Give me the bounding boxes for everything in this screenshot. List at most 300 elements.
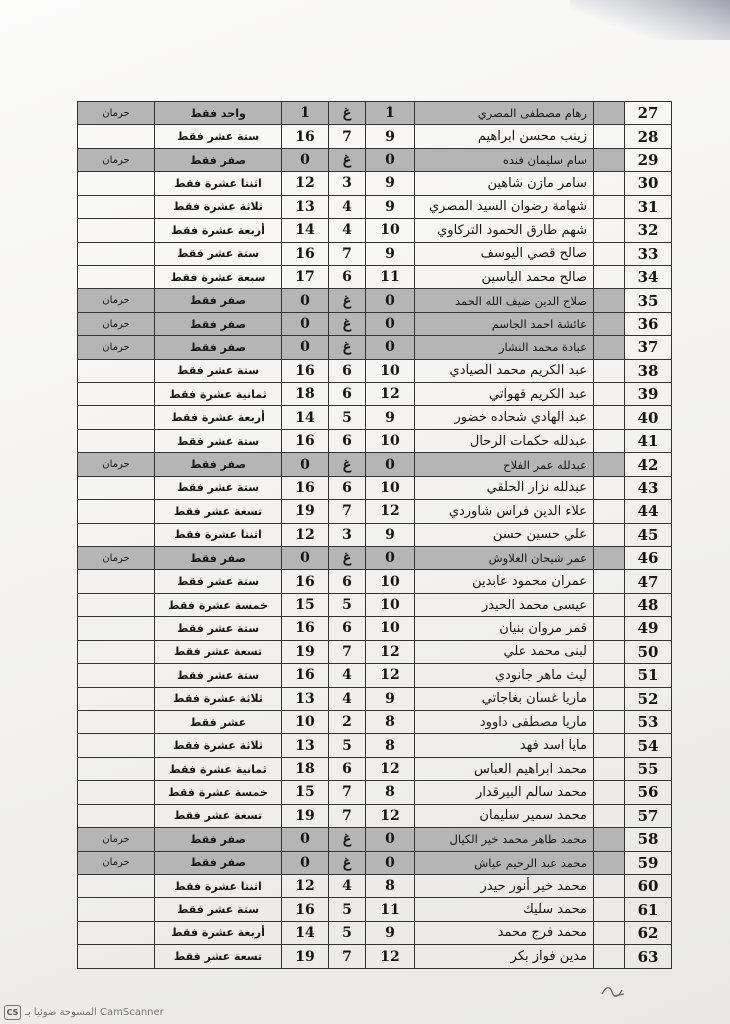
table-row [78,359,672,382]
blank-cell [594,429,625,452]
score-2: 7 [329,945,366,969]
total-score: 1 [282,102,329,125]
score-1: 11 [366,898,415,921]
table-row [78,476,672,499]
score-1: 10 [366,570,415,593]
student-name: محمد خير أنور حيدر [415,874,594,897]
total-in-words: أربعة عشرة فقط [155,921,282,944]
row-number: 29 [625,148,672,171]
student-name: علاء الدين فراس شاوردي [415,500,594,523]
score-2: غ [329,148,366,171]
student-name: عائشة احمد الجاسم [415,312,594,335]
row-number: 30 [625,172,672,195]
student-name: رهام مصطفى المصري [415,102,594,125]
score-1: 12 [366,757,415,780]
total-in-words: ستة عشر فقط [155,617,282,640]
score-1: 8 [366,781,415,804]
row-number: 36 [625,312,672,335]
table-row [78,289,672,312]
row-number: 61 [625,898,672,921]
remark [78,921,155,944]
student-name: سام سليمان فنده [415,148,594,171]
total-score: 0 [282,547,329,570]
table-row [78,781,672,804]
score-1: 9 [366,172,415,195]
blank-cell [594,640,625,663]
row-number: 62 [625,921,672,944]
row-number: 37 [625,336,672,359]
total-score: 0 [282,289,329,312]
total-in-words: خمسة عشرة فقط [155,781,282,804]
total-in-words: صفر فقط [155,148,282,171]
total-in-words: أربعة عشرة فقط [155,406,282,429]
row-number: 44 [625,500,672,523]
total-score: 16 [282,242,329,265]
table-row [78,757,672,780]
student-name: عبد الكريم قهواتي [415,383,594,406]
total-score: 18 [282,383,329,406]
blank-cell [594,500,625,523]
blank-cell [594,804,625,827]
total-score: 0 [282,148,329,171]
score-1: 0 [366,851,415,874]
blank-cell [594,336,625,359]
blank-cell [594,664,625,687]
row-number: 50 [625,640,672,663]
remark [78,687,155,710]
score-1: 12 [366,640,415,663]
score-1: 9 [366,921,415,944]
total-in-words: صفر فقط [155,289,282,312]
row-number: 34 [625,265,672,288]
table-row [78,874,672,897]
student-name: شهم طارق الحمود التركاوي [415,219,594,242]
table-row [78,687,672,710]
score-2: 6 [329,570,366,593]
student-name: محمد ابراهيم العباس [415,757,594,780]
total-in-words: اثنتا عشرة فقط [155,172,282,195]
table-row [78,336,672,359]
table-row [78,453,672,476]
row-number: 27 [625,102,672,125]
score-2: 5 [329,593,366,616]
blank-cell [594,359,625,382]
score-1: 12 [366,500,415,523]
remark: حرمان [78,851,155,874]
score-2: 4 [329,664,366,687]
score-1: 10 [366,219,415,242]
row-number: 35 [625,289,672,312]
total-score: 16 [282,125,329,148]
blank-cell [594,219,625,242]
score-1: 11 [366,265,415,288]
total-score: 18 [282,757,329,780]
remark [78,172,155,195]
score-1: 9 [366,523,415,546]
table-row [78,500,672,523]
table-row [78,312,672,335]
blank-cell [594,195,625,218]
total-in-words: تسعة عشر فقط [155,945,282,969]
total-in-words: اثنتا عشرة فقط [155,523,282,546]
total-score: 0 [282,828,329,851]
score-2: 4 [329,874,366,897]
total-in-words: ستة عشر فقط [155,242,282,265]
student-name: لبنى محمد علي [415,640,594,663]
student-name: زينب محسن ابراهيم [415,125,594,148]
blank-cell [594,757,625,780]
score-2: 4 [329,195,366,218]
score-1: 8 [366,710,415,733]
table-row [78,102,672,125]
total-score: 15 [282,593,329,616]
total-score: 13 [282,687,329,710]
total-in-words: ثمانية عشرة فقط [155,757,282,780]
total-score: 14 [282,921,329,944]
table-row [78,898,672,921]
student-name: عيسى محمد الحيدر [415,593,594,616]
remark: حرمان [78,453,155,476]
total-in-words: تسعة عشر فقط [155,500,282,523]
blank-cell [594,874,625,897]
remark [78,804,155,827]
row-number: 54 [625,734,672,757]
remark [78,195,155,218]
score-2: 6 [329,359,366,382]
total-in-words: ثمانية عشرة فقط [155,383,282,406]
student-name: مايا اسد فهد [415,734,594,757]
student-name: عبادة محمد النشار [415,336,594,359]
table-row [78,710,672,733]
score-2: 6 [329,383,366,406]
total-in-words: صفر فقط [155,851,282,874]
remark [78,523,155,546]
table-row [78,640,672,663]
score-1: 12 [366,383,415,406]
total-in-words: خمسة عشرة فقط [155,593,282,616]
score-2: 7 [329,804,366,827]
score-2: 5 [329,898,366,921]
score-2: 4 [329,219,366,242]
remark: حرمان [78,312,155,335]
row-number: 40 [625,406,672,429]
total-in-words: ثلاثة عشرة فقط [155,195,282,218]
total-score: 16 [282,898,329,921]
total-in-words: اثنتا عشرة فقط [155,874,282,897]
row-number: 47 [625,570,672,593]
score-1: 10 [366,359,415,382]
total-score: 0 [282,312,329,335]
total-in-words: أربعة عشرة فقط [155,219,282,242]
remark: حرمان [78,102,155,125]
blank-cell [594,289,625,312]
table-row [78,219,672,242]
blank-cell [594,921,625,944]
blank-cell [594,781,625,804]
score-1: 0 [366,828,415,851]
remark [78,125,155,148]
table-row [78,570,672,593]
blank-cell [594,593,625,616]
score-2: 6 [329,617,366,640]
score-1: 0 [366,336,415,359]
table-row [78,406,672,429]
total-score: 15 [282,781,329,804]
score-2: غ [329,289,366,312]
total-in-words: ستة عشر فقط [155,429,282,452]
total-in-words: ثلاثة عشرة فقط [155,687,282,710]
total-in-words: عشر فقط [155,710,282,733]
total-score: 12 [282,523,329,546]
remark [78,664,155,687]
student-name: عمران محمود عابدين [415,570,594,593]
row-number: 43 [625,476,672,499]
blank-cell [594,406,625,429]
blank-cell [594,242,625,265]
total-in-words: واحد فقط [155,102,282,125]
score-1: 9 [366,195,415,218]
student-name: علي حسين حسن [415,523,594,546]
score-1: 10 [366,617,415,640]
remark [78,710,155,733]
table-row [78,429,672,452]
blank-cell [594,851,625,874]
score-2: 7 [329,781,366,804]
student-name: صلاح الدين ضيف الله الحمد [415,289,594,312]
remark [78,898,155,921]
remark: حرمان [78,148,155,171]
row-number: 63 [625,945,672,969]
score-1: 0 [366,148,415,171]
camscanner-logo-icon: CS [4,1005,21,1020]
score-1: 9 [366,687,415,710]
remark: حرمان [78,289,155,312]
student-name: محمد طاهر محمد خير الكيال [415,828,594,851]
student-name: عبدلله حكمات الرحال [415,429,594,452]
total-score: 14 [282,219,329,242]
blank-cell [594,710,625,733]
blank-cell [594,945,625,969]
blank-cell [594,570,625,593]
total-score: 19 [282,945,329,969]
total-score: 14 [282,406,329,429]
table-row [78,617,672,640]
remark [78,383,155,406]
score-1: 9 [366,406,415,429]
score-2: 7 [329,242,366,265]
table-row [78,125,672,148]
remark [78,874,155,897]
total-score: 0 [282,851,329,874]
table-row [78,828,672,851]
total-score: 16 [282,617,329,640]
remark: حرمان [78,828,155,851]
table-row [78,945,672,969]
score-1: 8 [366,874,415,897]
blank-cell [594,828,625,851]
row-number: 49 [625,617,672,640]
total-score: 16 [282,429,329,452]
row-number: 38 [625,359,672,382]
remark [78,640,155,663]
total-in-words: صفر فقط [155,453,282,476]
score-2: غ [329,453,366,476]
remark [78,476,155,499]
row-number: 52 [625,687,672,710]
student-name: عمر شيحان العلاوش [415,547,594,570]
table-row [78,851,672,874]
score-2: 5 [329,921,366,944]
row-number: 46 [625,547,672,570]
row-number: 28 [625,125,672,148]
score-2: 4 [329,687,366,710]
student-name: محمد سمير سليمان [415,804,594,827]
row-number: 57 [625,804,672,827]
blank-cell [594,172,625,195]
total-score: 13 [282,195,329,218]
total-score: 12 [282,172,329,195]
student-name: محمد سالم البيرقدار [415,781,594,804]
score-2: 3 [329,523,366,546]
score-1: 0 [366,453,415,476]
score-1: 0 [366,547,415,570]
student-name: صالح محمد الياسين [415,265,594,288]
total-in-words: ستة عشر فقط [155,476,282,499]
score-2: غ [329,336,366,359]
student-name: عبدلله نزار الحلقي [415,476,594,499]
total-in-words: صفر فقط [155,547,282,570]
total-in-words: صفر فقط [155,828,282,851]
total-score: 19 [282,804,329,827]
total-score: 12 [282,874,329,897]
score-1: 12 [366,804,415,827]
total-score: 0 [282,336,329,359]
score-1: 1 [366,102,415,125]
remark [78,757,155,780]
remark [78,570,155,593]
blank-cell [594,265,625,288]
total-score: 16 [282,476,329,499]
score-2: غ [329,547,366,570]
score-2: غ [329,312,366,335]
row-number: 39 [625,383,672,406]
row-number: 48 [625,593,672,616]
score-2: 7 [329,125,366,148]
total-score: 16 [282,664,329,687]
score-2: 5 [329,406,366,429]
row-number: 56 [625,781,672,804]
row-number: 51 [625,664,672,687]
blank-cell [594,102,625,125]
remark [78,617,155,640]
row-number: 32 [625,219,672,242]
remark [78,359,155,382]
blank-cell [594,383,625,406]
total-score: 16 [282,570,329,593]
score-1: 10 [366,593,415,616]
student-name: ليث ماهر جانودي [415,664,594,687]
score-2: 7 [329,500,366,523]
student-name: عبد الكريم محمد الصيادي [415,359,594,382]
row-number: 55 [625,757,672,780]
camscanner-text: المسوحة ضوئيا بـ CamScanner [25,1006,164,1018]
student-name: عبدلله عمر الفلاح [415,453,594,476]
remark [78,406,155,429]
total-score: 19 [282,640,329,663]
student-name: صالح قصي اليوسف [415,242,594,265]
blank-cell [594,734,625,757]
total-in-words: تسعة عشر فقط [155,640,282,663]
remark [78,219,155,242]
total-score: 16 [282,359,329,382]
score-2: غ [329,828,366,851]
row-number: 41 [625,429,672,452]
score-2: 5 [329,734,366,757]
blank-cell [594,148,625,171]
remark [78,781,155,804]
table-row [78,547,672,570]
table-row [78,734,672,757]
table-row [78,664,672,687]
remark: حرمان [78,336,155,359]
score-2: 7 [329,640,366,663]
row-number: 53 [625,710,672,733]
total-in-words: تسعة عشر فقط [155,804,282,827]
total-in-words: صفر فقط [155,312,282,335]
total-score: 13 [282,734,329,757]
total-in-words: سبعة عشرة فقط [155,265,282,288]
blank-cell [594,523,625,546]
score-2: 6 [329,757,366,780]
row-number: 33 [625,242,672,265]
camscanner-watermark [4,1004,164,1020]
page-corner-shadow [570,0,730,40]
score-1: 9 [366,242,415,265]
table-row [78,242,672,265]
total-in-words: ستة عشر فقط [155,898,282,921]
student-name: ماريا غسان بغاجاتي [415,687,594,710]
score-2: 6 [329,265,366,288]
score-2: غ [329,102,366,125]
score-1: 0 [366,312,415,335]
score-1: 9 [366,125,415,148]
score-1: 10 [366,476,415,499]
score-2: 3 [329,172,366,195]
blank-cell [594,898,625,921]
blank-cell [594,476,625,499]
total-in-words: ثلاثة عشرة فقط [155,734,282,757]
student-name: قمر مروان بنيان [415,617,594,640]
score-1: 0 [366,289,415,312]
table-row [78,265,672,288]
score-2: 6 [329,476,366,499]
grades-table [77,101,672,969]
remark [78,734,155,757]
student-name: ماريا مصطفى داوود [415,710,594,733]
blank-cell [594,547,625,570]
table-row [78,804,672,827]
grades-table-body [78,102,672,969]
remark [78,242,155,265]
remark [78,593,155,616]
table-row [78,523,672,546]
total-in-words: ستة عشر فقط [155,570,282,593]
student-name: عبد الهادي شحاده خضور [415,406,594,429]
total-score: 10 [282,710,329,733]
score-1: 10 [366,429,415,452]
row-number: 42 [625,453,672,476]
table-row [78,593,672,616]
